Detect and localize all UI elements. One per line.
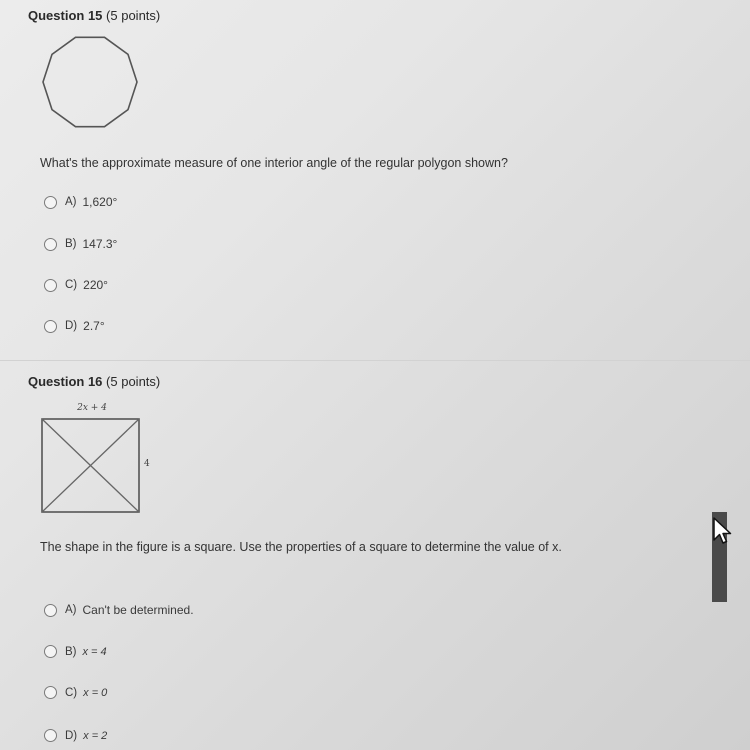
question-15-option-d[interactable] bbox=[44, 319, 105, 333]
question-16-option-d[interactable] bbox=[44, 729, 107, 742]
option-text: x = 2 bbox=[83, 729, 108, 742]
decagon-figure bbox=[38, 33, 142, 133]
option-letter: D) bbox=[65, 320, 78, 332]
option-text: Can't be determined. bbox=[82, 603, 194, 617]
square-side-label: 4 bbox=[144, 459, 150, 469]
question-16-option-b[interactable] bbox=[44, 645, 107, 658]
radio-button[interactable] bbox=[44, 686, 57, 699]
question-15-points: (5 points) bbox=[106, 8, 161, 23]
question-15-option-c[interactable] bbox=[44, 278, 108, 292]
question-15-number: Question 15 bbox=[28, 8, 103, 23]
square-top-label: 2x + 4 bbox=[77, 403, 107, 413]
option-letter: C) bbox=[65, 686, 78, 699]
question-16-title bbox=[28, 374, 160, 389]
question-16-prompt: The shape in the figure is a square. Use the properties of a square to determine the value of x. bbox=[40, 540, 562, 554]
radio-button[interactable] bbox=[44, 729, 57, 742]
question-15-option-a[interactable] bbox=[44, 195, 117, 209]
option-text: 2.7° bbox=[83, 319, 105, 333]
question-16-number: Question 16 bbox=[28, 374, 103, 389]
radio-button[interactable] bbox=[44, 645, 57, 658]
question-15-prompt: What's the approximate measure of one interior angle of the regular polygon shown? bbox=[40, 156, 508, 170]
question-16-option-a[interactable] bbox=[44, 603, 194, 617]
option-text: x = 4 bbox=[82, 645, 107, 658]
radio-button[interactable] bbox=[44, 604, 57, 617]
option-text: 147.3° bbox=[82, 237, 118, 251]
option-letter: A) bbox=[65, 604, 77, 616]
option-letter: C) bbox=[65, 279, 78, 291]
option-letter: D) bbox=[65, 729, 78, 742]
radio-button[interactable] bbox=[44, 238, 57, 251]
option-text: 220° bbox=[83, 278, 108, 292]
square-figure bbox=[36, 398, 166, 518]
question-15-option-b[interactable] bbox=[44, 237, 117, 251]
option-text: 1,620° bbox=[82, 195, 118, 209]
radio-button[interactable] bbox=[44, 320, 57, 333]
radio-button[interactable] bbox=[44, 279, 57, 292]
question-15-title bbox=[28, 8, 160, 23]
option-letter: A) bbox=[65, 196, 77, 208]
option-text: x = 0 bbox=[83, 686, 108, 699]
regular-decagon-shape bbox=[43, 37, 137, 126]
question-16-points: (5 points) bbox=[106, 374, 161, 389]
radio-button[interactable] bbox=[44, 196, 57, 209]
question-16-option-c[interactable] bbox=[44, 686, 107, 699]
mouse-pointer-icon bbox=[712, 516, 734, 546]
option-letter: B) bbox=[65, 645, 77, 658]
question-divider bbox=[0, 360, 750, 361]
option-letter: B) bbox=[65, 238, 77, 250]
